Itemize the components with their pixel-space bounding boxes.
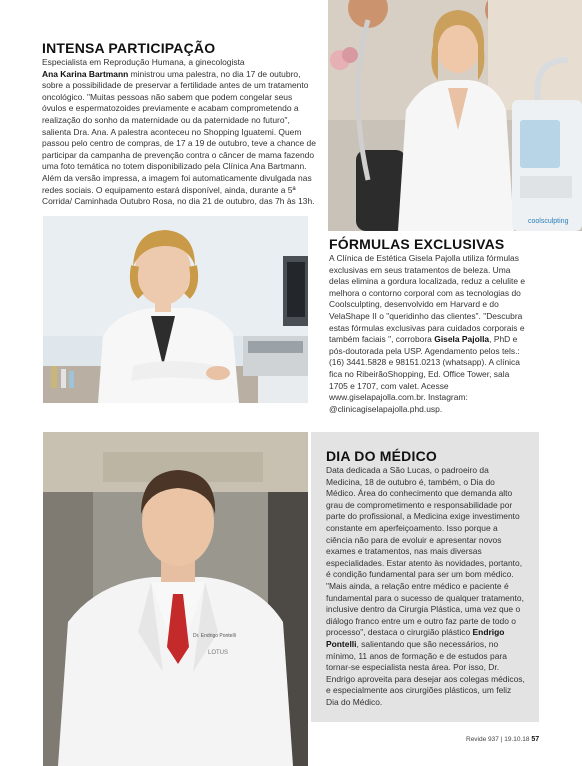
page-number: 57 (531, 736, 540, 743)
coat-name-embroidery: Dr. Endrigo Pontelli (193, 633, 236, 639)
photo-ana-karina-bartmann (43, 216, 308, 403)
person-name-gisela-pajolla: Gisela Pajolla (434, 334, 490, 345)
person-name-endrigo-pontelli: Endrigo Pontelli (326, 627, 505, 649)
article-text-start: Data dedicada a São Lucas, o padroeiro da Medicina, 18 de outubro é, também, o Dia do Médico. Área do conhecimento que demanda alto grau de comprometimento e responsabilidade por parte do profissional, a Medicina exige investimento constante em aperfeiçoamento. Isso porque a ciência não para de evoluir e apresentar novos exames e tratamentos, nas mais diversas especialidades. Estar atento às novidades, portanto, é condição fundamental para ser um bom médico. "Mais ainda, a relação entre médico e paciente é fundamental para o sucesso de qualquer tratamento, inclusive dentro da Cirurgia Plástica, uma vez que o diálogo franco entre um e outro faz parte de todo o processo", destaca o cirurgião plástico (326, 465, 524, 638)
coolsculpting-logo: coolsculpting (528, 218, 569, 225)
article-text-start: Especialista em Reprodução Humana, a ginecologista (42, 57, 245, 67)
article-dia-do-medico (326, 465, 526, 708)
footer-divider: | (500, 736, 505, 743)
section-title-intensa-participacao: INTENSA PARTICIPAÇÃO (42, 40, 216, 56)
issue-date: 19.10.18 (504, 736, 530, 743)
section-title-formulas-exclusivas: FÓRMULAS EXCLUSIVAS (329, 236, 505, 252)
page-footer (466, 736, 539, 743)
photo-endrigo-pontelli (43, 432, 308, 766)
photo-gisela-pajolla (328, 0, 582, 231)
article-formulas-exclusivas (329, 253, 529, 415)
magazine-issue: Revide 937 (466, 736, 499, 743)
article-text-start: A Clínica de Estética Gisela Pajolla utiliza fórmulas exclusivas em seus tratamentos de beleza. Uma delas elimina a gordura localizada, reduz a celulite e melhora o contorno corporal com as tecnologias do Coolsculpting, desenvolvido em Harvard e do VelaShape II o "queridinho das clientes". "Descubra estas fórmulas exclusivas para cuidados corporais e também faciais ", corrobora (329, 253, 526, 345)
article-text-rest: ministrou uma palestra, no dia 17 de outubro, sobre a possibilidade de preservar a fertilidade antes de um tratamento oncológico. "Muitas pessoas não sabem que podem congelar seus óvulos e espermatozoides previamente e acabam comprometendo a realização do sonho da maternidade ou da paternidade no futuro", salienta Dra. Ana. A palestra aconteceu no Shopping Iguatemi. Quem passou pelo centro de compras, de 17 a 19 de outubro, teve a chance de participar da campanha de prevenção contra o câncer de mama fazendo uma foto temática no totem disponibilizado pela Clínica Ana Bartmann. Além da versão impressa, a imagem foi automaticamente divulgada nas redes sociais. O equipamento estará disponível, ainda, durante a 5ª Corrida/ Caminhada Outubro Rosa, no dia 21 de outubro, das 7h às 13h. (42, 68, 316, 207)
article-text-rest: , salientando que são necessários, no mínimo, 11 anos de formação e de estudos para tornar-se especialista nesta área. Por isso, Dr. Endrigo aproveita para desejar aos colegas médicos, e especialmente aos cirurgiões plásticos, um feliz Dia do Médico. (326, 638, 525, 707)
article-intensa-participacao (42, 57, 318, 208)
coat-logo: LOTUS (208, 650, 229, 656)
section-title-dia-do-medico: DIA DO MÉDICO (326, 448, 437, 464)
person-name-ana-karina: Ana Karina Bartmann (42, 68, 129, 79)
article-text-rest: , PhD e pós-doutorada pela USP. Agendamento pelos tels.: (16) 3441.5828 e 98151.0213 (whatsapp). A clínica fica no RibeirãoShopping, Ed. Office Tower, sala 1705 e 1707, com valet. Acesse www.giselapajolla.com.br. Instagram: @clinicagiselapajolla.phd.usp. (329, 334, 520, 414)
